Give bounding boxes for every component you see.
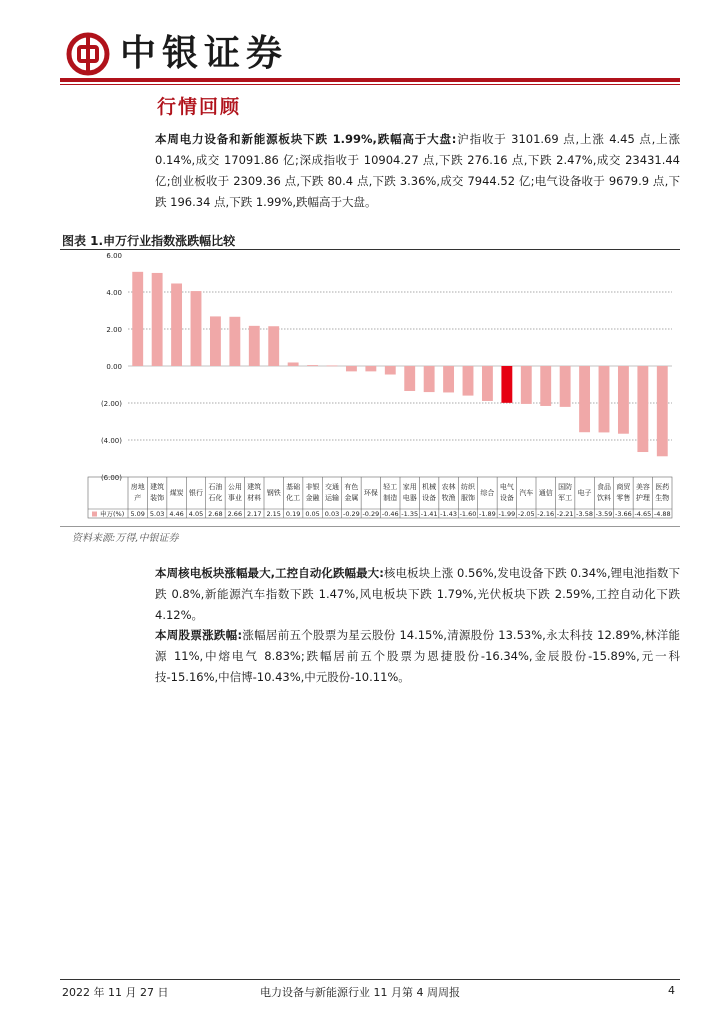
value-label: -0.29 — [343, 510, 360, 518]
page-number: 4 — [668, 984, 675, 997]
value-label: -1.99 — [498, 510, 516, 518]
footer-rule — [60, 979, 680, 980]
category-label: 制造 — [383, 494, 398, 502]
bar — [268, 326, 279, 366]
category-label: 建筑 — [150, 483, 165, 491]
bar — [443, 366, 454, 392]
category-label: 轻工 — [383, 483, 398, 491]
y-tick-label: 2.00 — [106, 326, 122, 334]
y-tick-label: (4.00) — [100, 437, 122, 445]
value-label: -1.41 — [420, 510, 438, 518]
category-label: 国防 — [558, 483, 573, 491]
bar — [482, 366, 493, 401]
value-label: -3.66 — [615, 510, 632, 518]
value-label: -1.43 — [440, 510, 457, 518]
category-label: 煤炭 — [169, 489, 184, 497]
value-label: -2.16 — [537, 510, 555, 518]
y-tick-label: (2.00) — [100, 400, 122, 408]
legend-swatch — [92, 512, 97, 517]
report-header — [60, 28, 680, 84]
category-label: 农林 — [441, 483, 456, 491]
footer-date: 2022 年 11 月 27 日 — [62, 986, 169, 999]
category-label: 牧渔 — [441, 494, 456, 502]
category-label: 汽车 — [519, 489, 534, 497]
bar — [229, 317, 240, 366]
category-label: 医药 — [655, 483, 670, 491]
bar — [579, 366, 590, 432]
bar — [637, 366, 648, 452]
category-label: 材料 — [247, 494, 262, 502]
category-label: 军工 — [558, 494, 573, 502]
category-label: 食品 — [597, 483, 611, 491]
paragraph-body: 核电板块上涨 0.56%,发电设备下跌 0.34%,锂电池指数下跌 0.8%,新能源汽车指数下跌 1.47%,风电板块下跌 1.79%,光伏板块下跌 2.59%,工控自动化下跌 4.12%。 — [155, 566, 681, 622]
value-label: -0.29 — [362, 510, 380, 518]
paragraph-sector-performance — [155, 563, 680, 626]
bar — [540, 366, 551, 406]
section-title: 行情回顾 — [157, 96, 242, 118]
bar — [249, 326, 260, 366]
paragraph-lead: 本周股票涨跌幅: — [155, 628, 243, 642]
category-label: 护理 — [635, 494, 650, 502]
category-label: 环保 — [363, 489, 378, 497]
paragraph-stock-movers — [155, 625, 680, 688]
brand-name: 中银证券 — [120, 32, 289, 74]
value-label: -3.59 — [595, 510, 613, 518]
bar — [560, 366, 571, 407]
category-label: 生物 — [655, 494, 670, 502]
value-label: 5.03 — [149, 510, 165, 518]
paragraph-lead: 本周核电板块涨幅最大,工控自动化跌幅最大: — [155, 566, 384, 580]
category-label: 钢铁 — [266, 489, 281, 497]
category-label: 产 — [134, 494, 142, 502]
category-label: 房地 — [130, 483, 145, 491]
category-label: 基础 — [286, 483, 301, 491]
category-label: 公用 — [227, 483, 242, 491]
paragraph-body: 涨幅居前五个股票为星云股份 14.15%,清源股份 13.53%,永太科技 12.89%,林洋能源 11%,中熔电气 8.83%;跌幅居前五个股票为恩捷股份-16.34%,金辰股份-15.89%,元一科技-15.16%,中信博-10.43%,中元股份-10.11%。 — [155, 628, 680, 684]
category-label: 建筑 — [247, 483, 262, 491]
category-label: 有色 — [344, 483, 359, 491]
category-label: 金融 — [305, 494, 320, 502]
value-label: 2.68 — [208, 510, 223, 518]
value-label: 4.46 — [169, 510, 184, 518]
industry-change-chart — [60, 250, 680, 520]
bar — [404, 366, 415, 391]
paragraph-body: 沪指收于 3101.69 点,上涨 4.45 点,上涨 0.14%,成交 17091.86 亿;深成指收于 10904.27 点,下跌 276.16 点,下跌 2.47%,成交 23431.44 亿;创业板收于 2309.36 点,下跌 80.4 点,下跌 3.36%,成交 7944.52 亿;电气设备收于 9679.9 点,下跌 196.34 点,下跌 1.99%,跌幅高于大盘。 — [155, 132, 681, 209]
paragraph-market-review — [155, 129, 680, 213]
value-label: -2.21 — [556, 510, 574, 518]
category-label: 金属 — [344, 494, 359, 502]
bar-chart-svg — [60, 250, 680, 520]
figure-title: 图表 1.申万行业指数涨跌幅比较 — [62, 234, 236, 248]
figure-source: 资料来源:万得,中银证券 — [72, 533, 179, 544]
paragraph-lead: 本周电力设备和新能源板块下跌 1.99%,跌幅高于大盘: — [155, 132, 457, 146]
bar — [288, 362, 299, 366]
category-label: 商贸 — [616, 483, 631, 491]
bar — [501, 366, 512, 403]
category-label: 设备 — [422, 494, 437, 502]
category-label: 美容 — [635, 483, 650, 491]
bar — [385, 366, 396, 375]
bar — [132, 272, 143, 366]
category-label: 服饰 — [461, 494, 475, 502]
bar — [346, 366, 357, 371]
category-label: 电器 — [402, 494, 417, 502]
category-label: 非银 — [305, 483, 320, 491]
category-label: 银行 — [189, 489, 203, 497]
value-label: -4.88 — [653, 510, 671, 518]
bar — [463, 366, 474, 396]
value-label: -1.60 — [459, 510, 477, 518]
bar — [210, 316, 221, 366]
value-label: 0.05 — [305, 510, 320, 518]
y-tick-label: 4.00 — [106, 289, 122, 297]
source-rule — [60, 526, 680, 527]
bar — [424, 366, 435, 392]
header-rule-thin — [60, 84, 680, 85]
category-label: 化工 — [286, 494, 301, 502]
bar — [152, 273, 163, 366]
bar — [365, 366, 376, 371]
bank-of-china-logo-icon — [66, 32, 110, 76]
value-label: 2.66 — [227, 510, 243, 518]
category-label: 事业 — [227, 494, 242, 502]
value-label: -0.46 — [381, 510, 399, 518]
category-label: 综合 — [480, 489, 495, 497]
bar — [307, 365, 318, 366]
category-label: 石化 — [208, 494, 223, 502]
value-label: -2.05 — [517, 510, 535, 518]
category-label: 运输 — [325, 494, 339, 502]
value-label: -3.58 — [576, 510, 593, 518]
header-rule — [60, 78, 680, 82]
category-label: 装饰 — [150, 494, 165, 502]
category-label: 石油 — [208, 483, 223, 491]
value-label: -1.89 — [479, 510, 496, 518]
legend-label: 申万(%) — [100, 510, 125, 518]
value-label: 2.15 — [266, 510, 281, 518]
category-label: 饮料 — [597, 494, 611, 502]
category-label: 设备 — [499, 494, 514, 502]
value-label: 0.03 — [324, 510, 340, 518]
category-label: 纺织 — [461, 483, 475, 491]
value-label: -4.65 — [634, 510, 652, 518]
category-label: 机械 — [422, 483, 437, 491]
bar — [327, 365, 338, 366]
bar — [171, 283, 182, 366]
value-label: 5.09 — [130, 510, 145, 518]
category-label: 电子 — [577, 489, 592, 497]
y-tick-label: 0.00 — [106, 363, 122, 371]
category-label: 交通 — [325, 483, 339, 491]
bar — [191, 291, 202, 366]
value-label: 2.17 — [247, 510, 262, 518]
value-label: 0.19 — [285, 510, 301, 518]
bar — [618, 366, 629, 434]
y-tick-label: (6.00) — [100, 474, 122, 482]
category-label: 零售 — [616, 494, 631, 502]
value-label: 4.05 — [188, 510, 204, 518]
category-label: 家用 — [402, 483, 417, 491]
bar — [657, 366, 668, 456]
footer-report-title: 电力设备与新能源行业 11 月第 4 周周报 — [260, 986, 460, 999]
category-label: 通信 — [538, 489, 553, 497]
category-label: 电气 — [499, 483, 514, 491]
bar — [521, 366, 532, 404]
value-label: -1.35 — [401, 510, 419, 518]
bar — [599, 366, 610, 432]
y-tick-label: 6.00 — [106, 252, 122, 260]
